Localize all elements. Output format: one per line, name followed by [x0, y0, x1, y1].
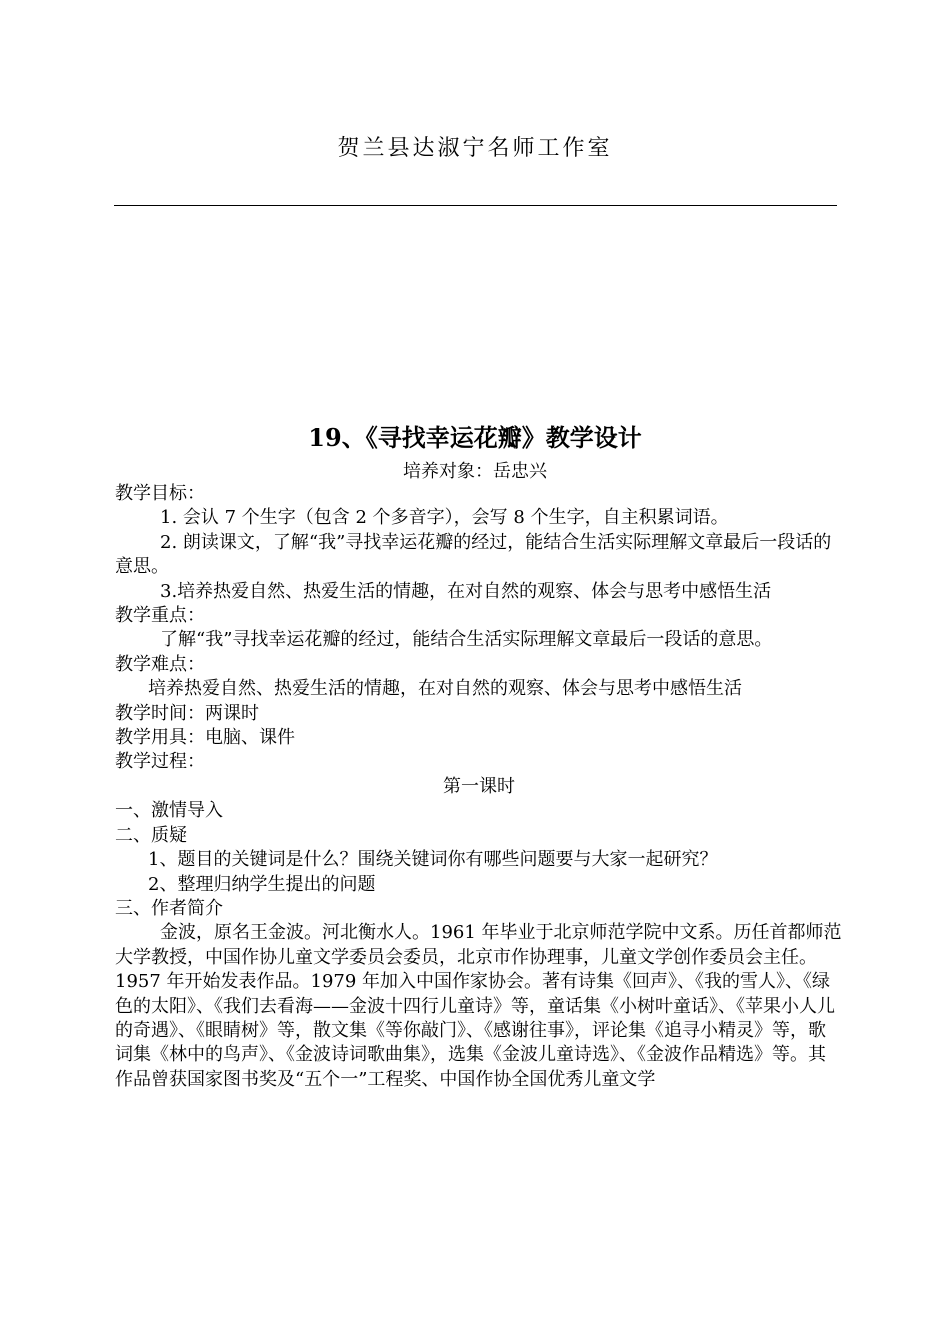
document-subtitle: 培养对象：岳忠兴: [403, 461, 547, 482]
process-heading: 教学过程：: [115, 751, 205, 773]
document-body: [115, 482, 843, 1092]
objective-item: 3.培养热爱自然、热爱生活的情趣，在对自然的观察、体会与思考中感悟生活: [160, 580, 772, 602]
difficulties-text: 培养热爱自然、热爱生活的情趣，在对自然的观察、体会与思考中感悟生活: [148, 678, 742, 700]
section-heading: 二、质疑: [115, 824, 187, 846]
key-points-heading: 教学重点：: [115, 605, 205, 627]
document-title: 19、《寻找幸运花瓣》教学设计: [308, 423, 642, 452]
studio-header: 贺兰县达淑宁名师工作室: [337, 136, 613, 161]
teaching-tools: 教学用具：电脑、课件: [115, 727, 295, 749]
objective-item: 1. 会认 7 个生字（包含 2 个多音字），会写 8 个生字，自主积累词语。: [160, 507, 729, 529]
objectives-heading: 教学目标：: [115, 483, 205, 504]
question-item: 2、整理归纳学生提出的问题: [148, 873, 376, 895]
section-heading: 三、作者简介: [115, 897, 223, 919]
section-heading: 一、激情导入: [115, 800, 223, 822]
header-divider: [114, 205, 837, 206]
question-item: 1、题目的关键词是什么？围绕关键词你有哪些问题要与大家一起研究？: [148, 849, 718, 871]
key-points-text: 了解“我”寻找幸运花瓣的经过，能结合生活实际理解文章最后一段话的意思。: [160, 629, 773, 651]
teaching-time: 教学时间：两课时: [115, 702, 259, 724]
difficulties-heading: 教学难点：: [115, 653, 205, 675]
lesson-heading: 第一课时: [443, 775, 515, 797]
objective-item: 2. 朗读课文，了解“我”寻找幸运花瓣的经过，能结合生活实际理解文章最后一段话的意思。: [115, 531, 832, 578]
author-intro-paragraph: 金波，原名王金波。河北衡水人。1961 年毕业于北京师范学院中文系。历任首都师范大学教授，中国作协儿童文学委员会委员，北京市作协理事，儿童文学创作委员会主任。1957 年开始发表作品。1979 年加入中国作家协会。著有诗集《回声》、《我的雪人》、《绿色的太阳》、《我们去看海——金波十四行儿童诗》等，童话集《小树叶童话》、《苹果小人儿的奇遇》、《眼睛树》等，散文集《等你敲门》、《感谢往事》，评论集《追寻小精灵》等，歌词集《林中的鸟声》、《金波诗词歌曲集》，选集《金波儿童诗选》、《金波作品精选》等。其作品曾获国家图书奖及“五个一”工程奖、中国作协全国优秀儿童文学: [115, 922, 842, 1090]
